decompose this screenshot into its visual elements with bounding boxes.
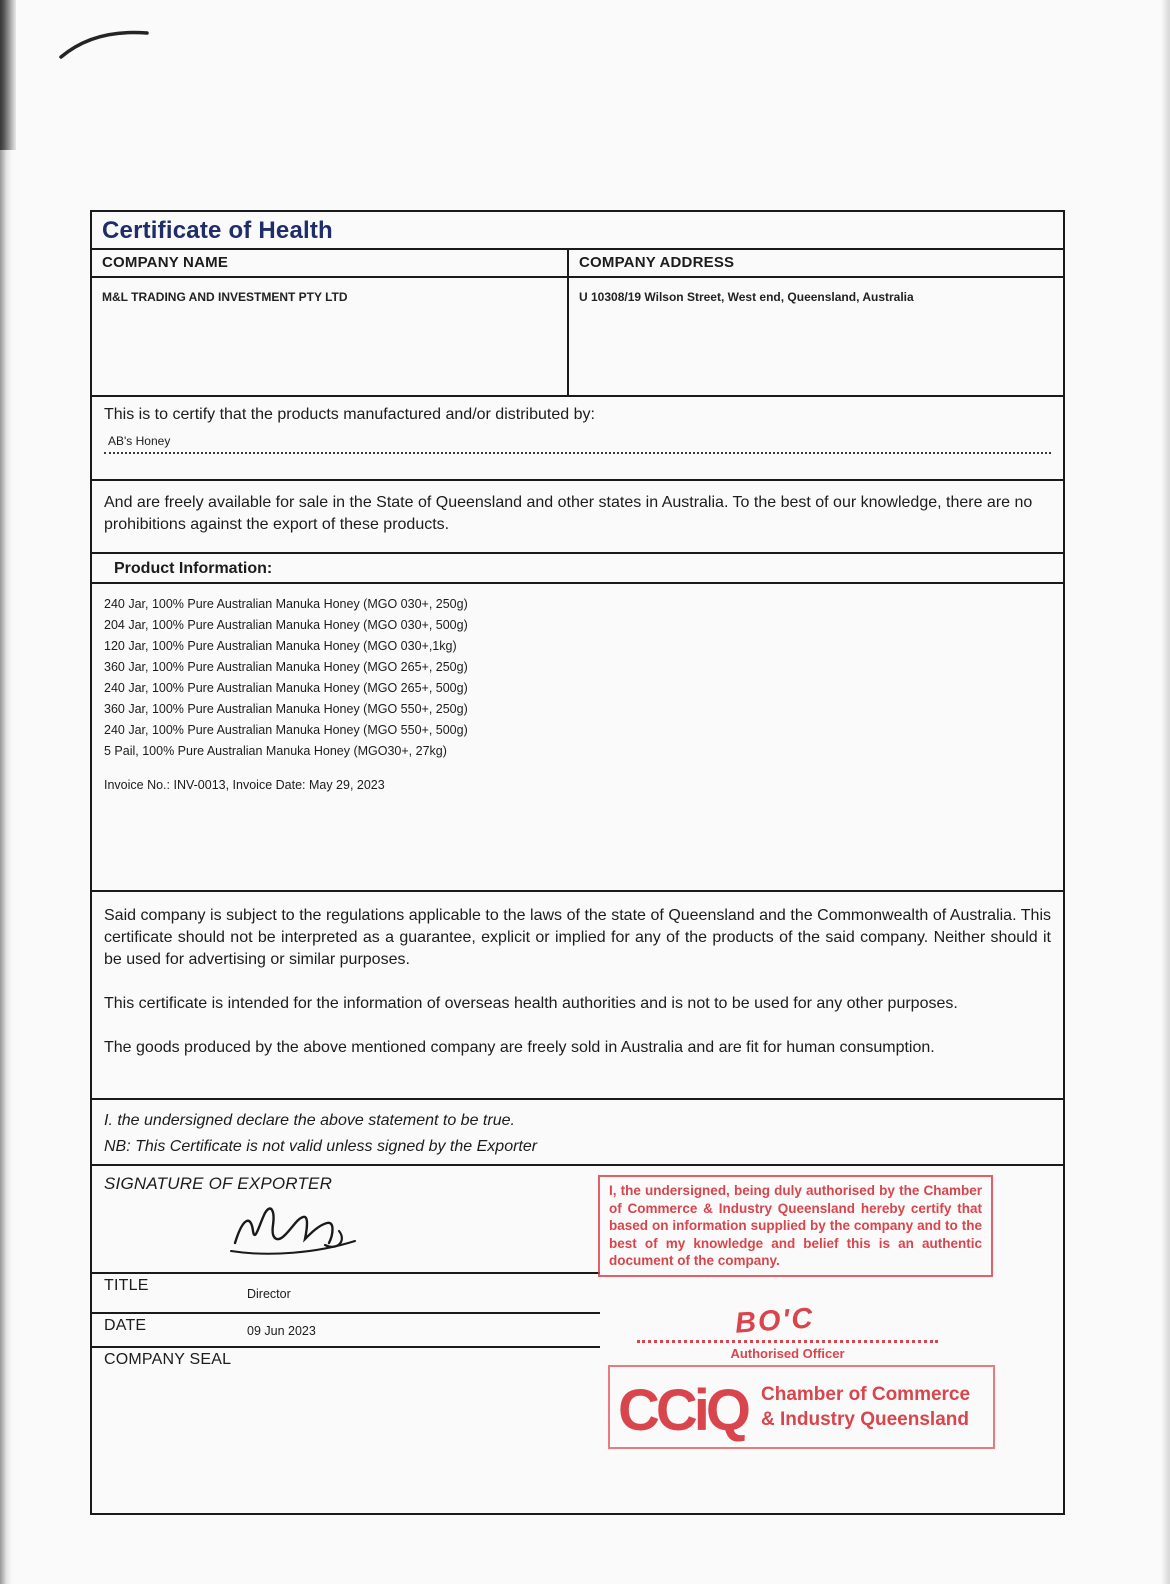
legal-paragraph: Said company is subject to the regulations applicable to the laws of the state of Queensland and the Commonwealth of Australia. This certificate should not be interpreted as a guarantee, explicit or implied for any of the products of the said company. Neither should it be used for advertising or similar purposes.: [104, 907, 1051, 968]
certify-section: [92, 397, 1063, 481]
date-row: [92, 1312, 600, 1346]
authorised-officer-signature: BO'C: [733, 1302, 816, 1340]
legal-statements-section: [92, 892, 1063, 1100]
authorised-officer-label: Authorised Officer: [730, 1346, 845, 1361]
cciq-logo-stamp: [608, 1365, 995, 1449]
exporter-signature-icon: [225, 1195, 375, 1257]
product-item: 360 Jar, 100% Pure Australian Manuka Honey (MGO 550+, 250g): [104, 702, 468, 716]
cciq-certification-stamp: I, the undersigned, being duly authorised by the Chamber of Commerce & Industry Queensland hereby certify that based on information supplied by the company and to the best of my knowledge and belief this is an authentic document of the company.: [598, 1175, 993, 1277]
cciq-logo: CCiQ: [618, 1378, 747, 1443]
title-label: TITLE: [104, 1277, 149, 1294]
signature-section: [92, 1166, 1063, 1513]
company-address-label: COMPANY ADDRESS: [569, 250, 1063, 278]
certify-statement: This is to certify that the products manufactured and/or distributed by:: [104, 406, 595, 423]
company-seal-label: COMPANY SEAL: [104, 1351, 232, 1368]
page-title: Certificate of Health: [102, 217, 333, 244]
signature-of-exporter-label: SIGNATURE OF EXPORTER: [104, 1174, 333, 1193]
date-label: DATE: [104, 1317, 147, 1334]
legal-paragraph: The goods produced by the above mentioned company are freely sold in Australia and are fit for human consumption.: [104, 1039, 935, 1056]
date-value: 09 Jun 2023: [247, 1324, 316, 1338]
company-name-label: COMPANY NAME: [92, 250, 567, 278]
manufacturer-name: AB's Honey: [108, 434, 171, 448]
scan-edge-shadow-left: [0, 0, 12, 1584]
invoice-line: Invoice No.: INV-0013, Invoice Date: May 29, 2023: [104, 778, 385, 792]
product-information-heading: Product Information:: [92, 554, 1063, 584]
declaration-section: [92, 1100, 1063, 1166]
product-item: 120 Jar, 100% Pure Australian Manuka Honey (MGO 030+,1kg): [104, 639, 457, 653]
product-information-section: [92, 554, 1063, 892]
company-info-row: [92, 250, 1063, 397]
pen-mark-icon: [55, 24, 155, 64]
company-address-cell: [569, 250, 1063, 395]
company-address-value: U 10308/19 Wilson Street, West end, Queensland, Australia: [579, 290, 914, 304]
product-item: 5 Pail, 100% Pure Australian Manuka Honey (MGO30+, 27kg): [104, 744, 447, 758]
company-name-cell: [92, 250, 569, 395]
availability-statement: And are freely available for sale in the State of Queensland and other states in Australia. To the best of our knowledge, there are no prohibitions against the export of these products.: [92, 481, 1063, 554]
cciq-org-name: Chamber of Commerce & Industry Queensland: [761, 1384, 971, 1430]
scan-edge-shadow-right: [1161, 0, 1170, 1584]
product-item: 360 Jar, 100% Pure Australian Manuka Honey (MGO 265+, 250g): [104, 660, 468, 674]
product-list: [92, 584, 1063, 762]
dotted-separator: [104, 450, 1051, 454]
certificate-title-row: [92, 212, 1063, 250]
product-item: 240 Jar, 100% Pure Australian Manuka Honey (MGO 265+, 500g): [104, 681, 468, 695]
product-item: 240 Jar, 100% Pure Australian Manuka Honey (MGO 030+, 250g): [104, 597, 468, 611]
title-value: Director: [247, 1287, 291, 1301]
product-item: 240 Jar, 100% Pure Australian Manuka Honey (MGO 550+, 500g): [104, 723, 468, 737]
product-item: 204 Jar, 100% Pure Australian Manuka Honey (MGO 030+, 500g): [104, 618, 468, 632]
title-row: [92, 1272, 600, 1312]
scan-edge-dark-corner: [0, 0, 16, 150]
officer-signature-line: [637, 1340, 938, 1343]
declaration-nb-line: NB: This Certificate is not valid unless signed by the Exporter: [104, 1138, 538, 1155]
certificate-body: [90, 210, 1065, 1515]
company-seal-row: [92, 1346, 600, 1513]
company-name-value: M&L TRADING AND INVESTMENT PTY LTD: [102, 290, 348, 304]
declaration-line: I. the undersigned declare the above statement to be true.: [104, 1112, 515, 1129]
legal-paragraph: This certificate is intended for the information of overseas health authorities and is not to be used for any other purposes.: [104, 995, 958, 1012]
